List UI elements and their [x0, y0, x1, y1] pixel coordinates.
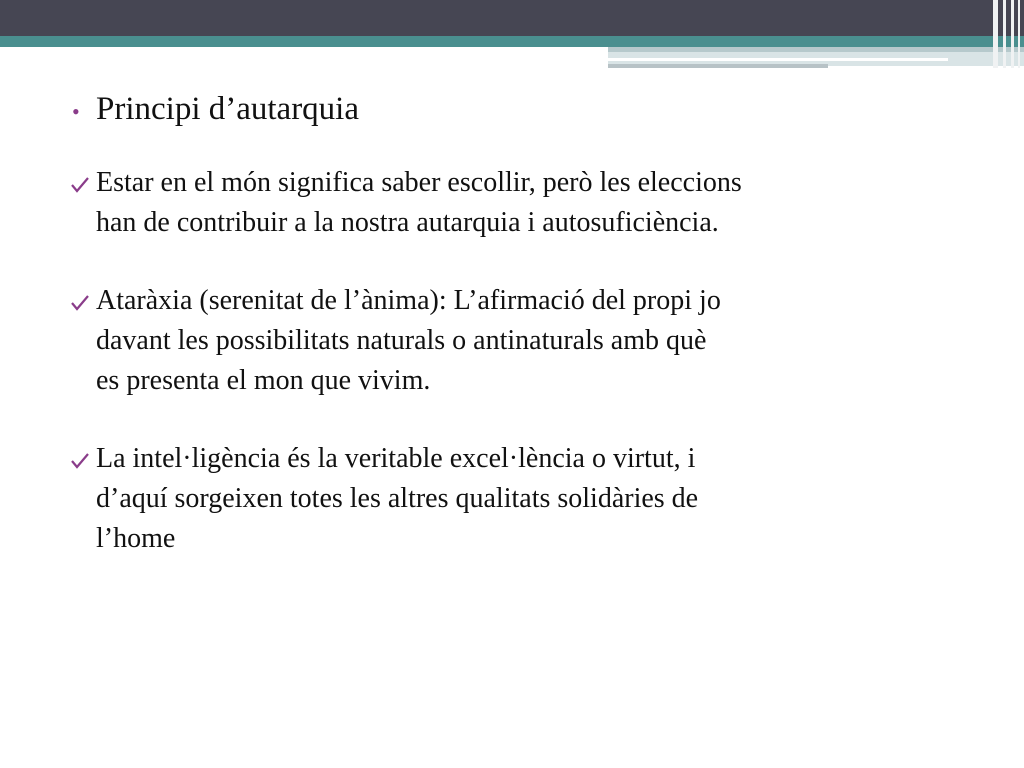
- list-item: [64, 281, 984, 401]
- header-light-stripe: [608, 47, 1024, 52]
- slide-content: [64, 84, 984, 597]
- list-item-text: [96, 439, 984, 559]
- slide-title: Principi d’autarquia: [96, 91, 360, 127]
- header-vertical-bar: [993, 0, 998, 68]
- header-white-line: [608, 58, 948, 61]
- list-item-line: es presenta el mon que vivim.: [96, 365, 431, 396]
- list-item-line: Estar en el món significa saber escollir, però les eleccions: [96, 167, 742, 198]
- list-item-line: davant les possibilitats naturals o antinaturals amb què: [96, 325, 707, 356]
- header-vertical-bar: [1018, 0, 1020, 68]
- header-vertical-bar: [1003, 0, 1006, 68]
- list-item-line: Ataràxia (serenitat de l’ànima): L’afirmació del propi jo: [96, 285, 721, 316]
- bullet-dot-icon: •: [72, 99, 80, 124]
- title-bullet-row: [64, 84, 984, 137]
- list-item-line: d’aquí sorgeixen totes les altres qualitats solidàries de: [96, 483, 699, 514]
- header-vertical-bar: [1011, 0, 1014, 68]
- checkmark-icon: [64, 163, 96, 203]
- header-teal-band: [0, 36, 1024, 47]
- header-gray-line: [608, 64, 828, 68]
- list-item-line: l’home: [96, 523, 176, 554]
- list-item-text: [96, 163, 984, 243]
- header-dark-band: [0, 0, 1024, 36]
- list-item: [64, 439, 984, 559]
- checkmark-icon: [64, 439, 96, 479]
- checkmark-icon: [64, 281, 96, 321]
- list-item-text: [96, 281, 984, 401]
- list-item: [64, 163, 984, 243]
- list-item-line: La intel·ligència és la veritable excel·lència o virtut, i: [96, 443, 696, 474]
- list-item-line: han de contribuir a la nostra autarquia i autosuficiència.: [96, 207, 719, 238]
